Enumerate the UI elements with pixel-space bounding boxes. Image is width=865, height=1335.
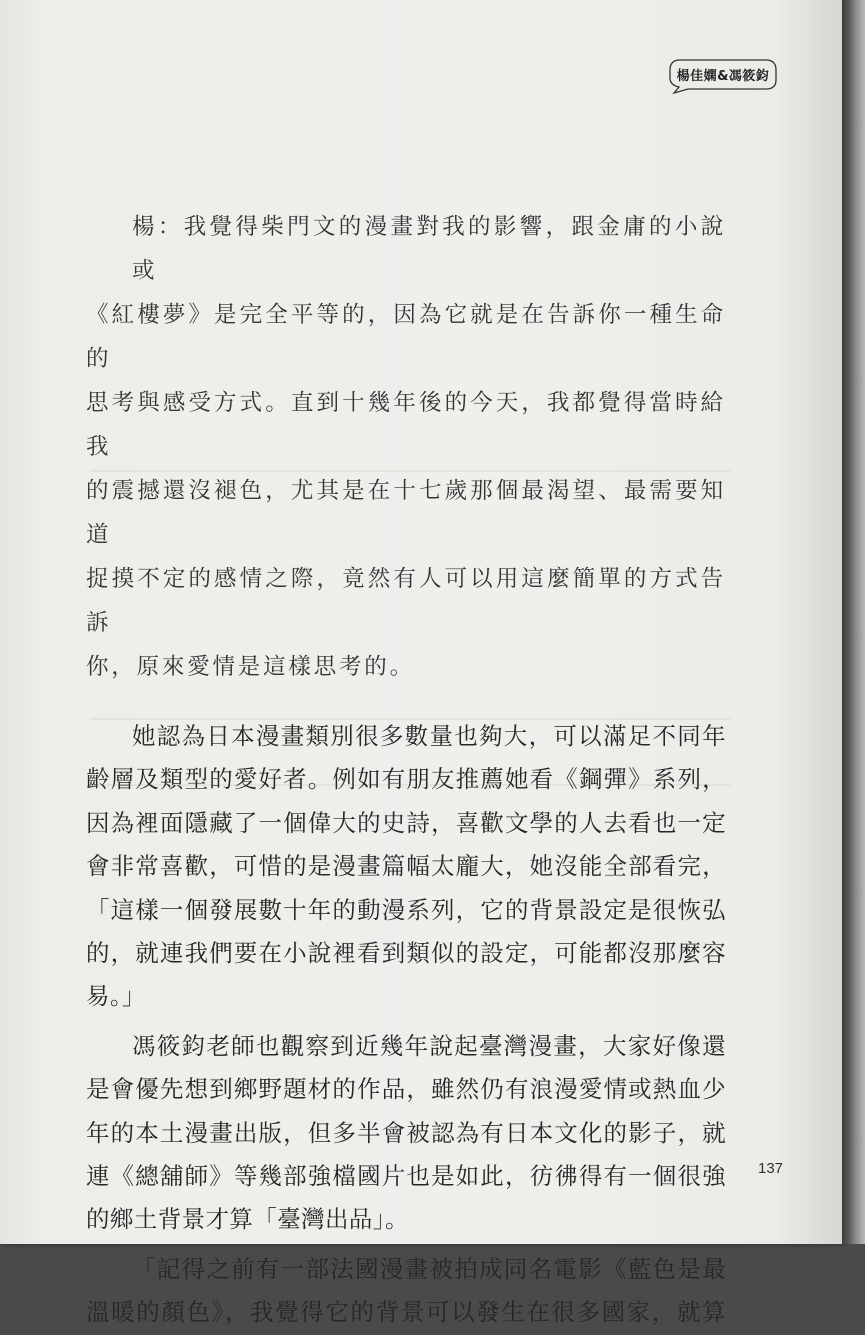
- text-line: 易。」: [86, 982, 146, 1011]
- running-header-speech-bubble: [666, 56, 780, 94]
- text-line: 的鄉土背景才算「臺灣出品」。: [86, 1205, 409, 1234]
- text-line: 馮筱鈞老師也觀察到近幾年說起臺灣漫畫，大家好像還: [132, 1031, 726, 1060]
- text-line: 思考與感受方式。直到十幾年後的今天，我都覺得當時給我: [86, 390, 726, 460]
- text-line: 「這樣一個發展數十年的動漫系列，它的背景設定是很恢弘: [86, 895, 726, 924]
- text-line: 齡層及類型的愛好者。例如有朋友推薦她看《鋼彈》系列，: [86, 765, 726, 794]
- body-paragraph-2: [86, 1025, 726, 1242]
- book-page-edges: [842, 0, 865, 1244]
- header-authors: 楊佳嫻&馮筱鈞: [676, 69, 770, 84]
- text-line: 因為裡面隱藏了一個偉大的史詩，喜歡文學的人去看也一定: [86, 808, 726, 837]
- text-line: 捉摸不定的感情之際，竟然有人可以用這麼簡單的方式告訴: [86, 566, 726, 636]
- text-line: 楊：我覺得柴門文的漫畫對我的影響，跟金庸的小說或: [132, 214, 726, 284]
- body-paragraph-3: [86, 1248, 726, 1335]
- text-line: 《紅樓夢》是完全平等的，因為它就是在告訴你一種生命的: [86, 302, 726, 372]
- body-paragraph-1: [86, 715, 726, 1019]
- text-line: 她認為日本漫畫類別很多數量也夠大，可以滿足不同年: [132, 722, 726, 750]
- main-text: [86, 205, 726, 1335]
- text-line: 你，原來愛情是這樣思考的。: [86, 654, 415, 680]
- text-line: 年的本土漫畫出版，但多半會被認為有日本文化的影子，就: [86, 1118, 726, 1147]
- text-line: 的震撼還沒褪色，尤其是在十七歲那個最渴望、最需要知道: [86, 478, 726, 548]
- text-line: 「記得之前有一部法國漫畫被拍成同名電影《藍色是最: [132, 1254, 726, 1283]
- text-line: 溫暖的顏色》，我覺得它的背景可以發生在很多國家，就算: [86, 1298, 726, 1327]
- interview-paragraph: [86, 205, 726, 689]
- text-line: 的，就連我們要在小說裡看到類似的設定，可能都沒那麼容: [86, 939, 726, 968]
- text-line: 是會優先想到鄉野題材的作品，雖然仍有浪漫愛情或熱血少: [86, 1075, 726, 1104]
- text-line: 連《總舖師》等幾部強檔國片也是如此，彷彿得有一個很強: [86, 1162, 726, 1191]
- page-number: 137: [758, 1160, 784, 1177]
- text-line: 會非常喜歡，可惜的是漫畫篇幅太龐大，她沒能全部看完，: [86, 852, 726, 881]
